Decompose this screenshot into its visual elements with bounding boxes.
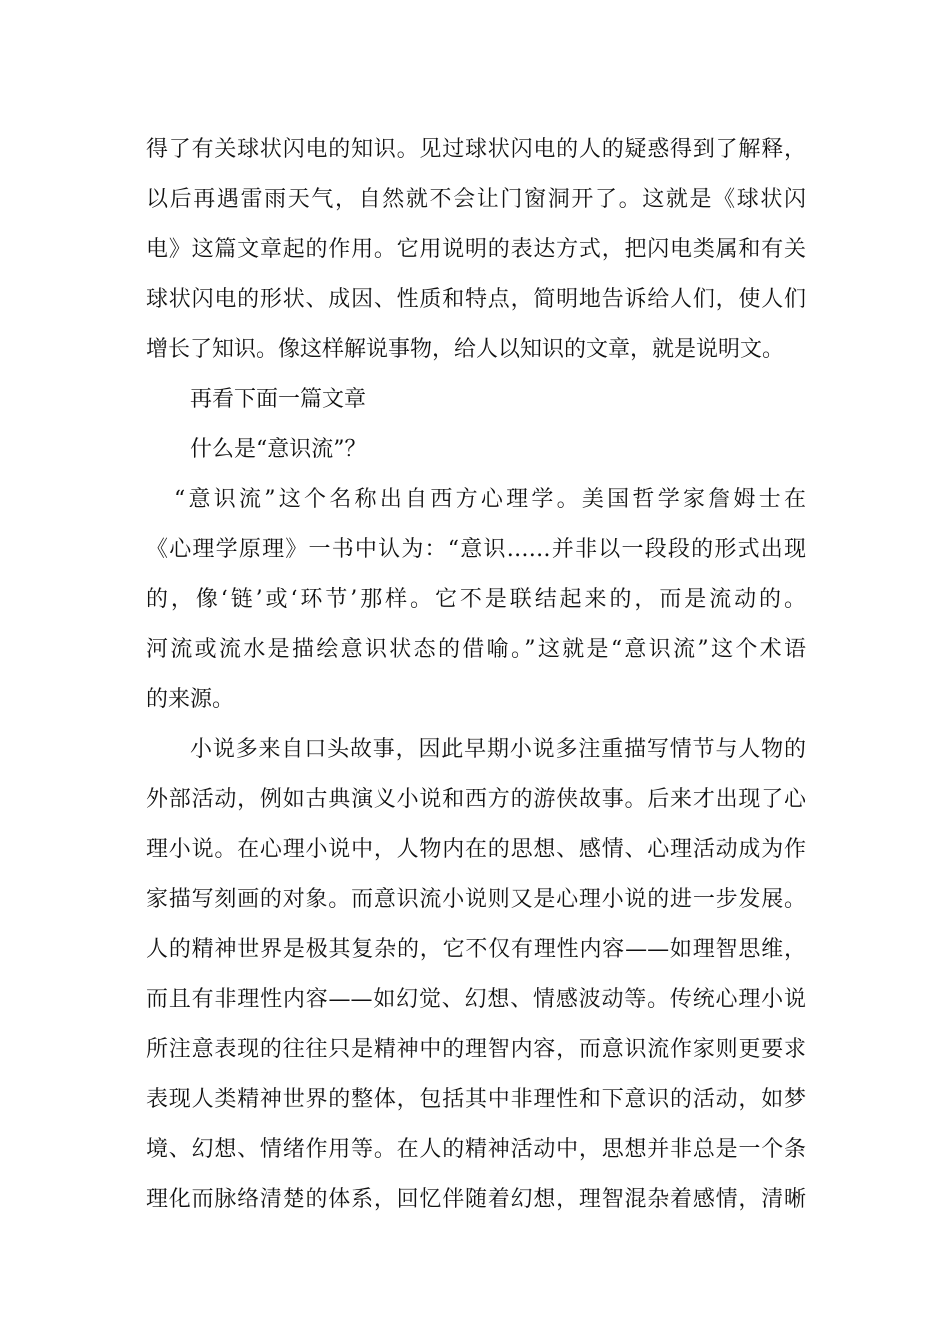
text-line: 再看下面一篇文章 [190,387,367,412]
text-line: “意识流”这个名称出自西方心理学。美国哲学家詹姆士在 [174,487,806,512]
text-line: 电》这篇文章起的作用。它用说明的表达方式，把闪电类属和有关 [146,237,806,262]
text-line: 而且有非理性内容——如幻觉、幻想、情感波动等。传统心理小说 [146,987,806,1012]
text-line: 的，像‘链’或‘环节’那样。它不是联结起来的，而是流动的。 [146,587,806,612]
text-line: 增长了知识。像这样解说事物，给人以知识的文章，就是说明文。 [146,337,785,362]
text-line: 表现人类精神世界的整体，包括其中非理性和下意识的活动，如梦 [146,1087,806,1112]
section-title: 什么是“意识流”？ [190,437,367,462]
text-line: 人的精神世界是极其复杂的，它不仅有理性内容——如理智思维， [146,937,806,962]
text-line: 理化而脉络清楚的体系，回忆伴随着幻想，理智混杂着感情，清晰 [146,1187,806,1212]
text-line: 家描写刻画的对象。而意识流小说则又是心理小说的进一步发展。 [146,887,806,912]
text-line: 小说多来自口头故事，因此早期小说多注重描写情节与人物的 [190,737,806,762]
text-line: 外部活动，例如古典演义小说和西方的游侠故事。后来才出现了心 [146,787,806,812]
text-line: 理小说。在心理小说中，人物内在的思想、感情、心理活动成为作 [146,837,806,862]
text-line: 境、幻想、情绪作用等。在人的精神活动中，思想并非总是一个条 [146,1137,806,1162]
text-line: 的来源。 [146,687,235,712]
text-line: 以后再遇雷雨天气，自然就不会让门窗洞开了。这就是《球状闪 [146,187,806,212]
text-line: 所注意表现的往往只是精神中的理智内容，而意识流作家则更要求 [146,1037,806,1062]
text-line: 球状闪电的形状、成因、性质和特点，简明地告诉给人们，使人们 [146,287,806,312]
text-line: 河流或流水是描绘意识状态的借喻。”这就是“意识流”这个术语 [146,637,806,662]
text-line: 《心理学原理》一书中认为：“意识……并非以一段段的形式出现 [146,537,806,562]
text-line: 得了有关球状闪电的知识。见过球状闪电的人的疑惑得到了解释， [146,137,806,162]
